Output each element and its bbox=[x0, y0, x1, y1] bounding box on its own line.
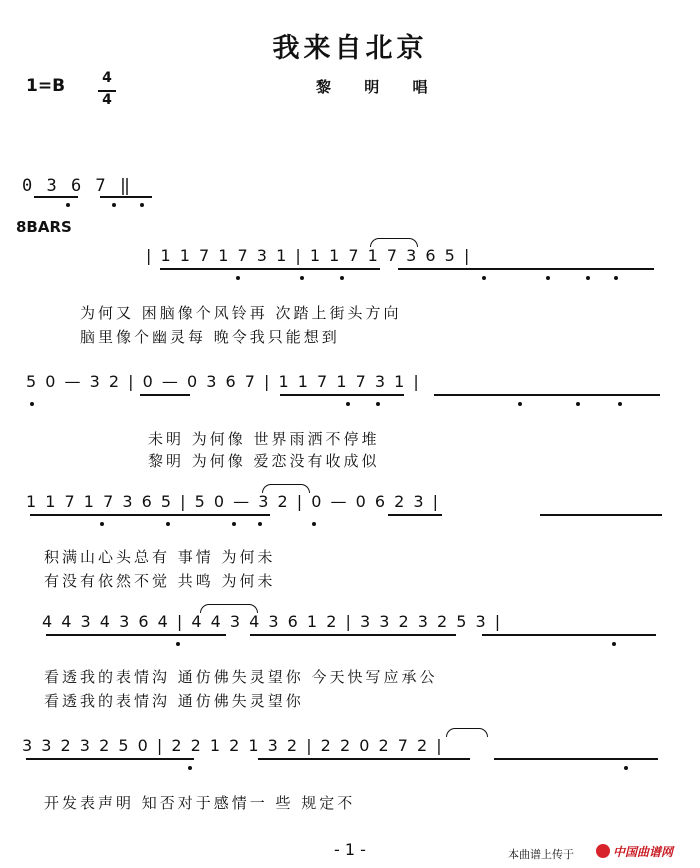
octave-dot bbox=[232, 522, 236, 526]
octave-dot bbox=[236, 276, 240, 280]
beam-line-1b bbox=[398, 268, 654, 270]
site-logo[interactable] bbox=[596, 842, 698, 860]
octave-dot bbox=[612, 642, 616, 646]
tie-arc bbox=[200, 604, 258, 613]
lyrics-line-2a: 未明 为何像 世界雨洒不停堆 bbox=[148, 430, 380, 448]
octave-dot bbox=[618, 402, 622, 406]
octave-dot bbox=[66, 203, 70, 207]
notation-line-3: 1 1 7 1 7 3 6 5 | 5 0 — 3 2 | 0 — 0 6 2 3 | bbox=[26, 492, 441, 511]
octave-dot bbox=[188, 766, 192, 770]
octave-dot bbox=[576, 402, 580, 406]
beam-line-2a bbox=[140, 394, 190, 396]
intro-notes: 0 3 6 7 ‖ bbox=[22, 176, 133, 196]
octave-dot bbox=[100, 522, 104, 526]
beam-line-3b bbox=[388, 514, 442, 516]
beam-line-3c bbox=[540, 514, 662, 516]
octave-dot bbox=[30, 402, 34, 406]
octave-dot bbox=[140, 203, 144, 207]
time-signature-top: 4 bbox=[102, 70, 112, 86]
time-signature-bottom: 4 bbox=[102, 92, 112, 108]
key-signature: 1=B bbox=[26, 76, 66, 96]
beam-line-1a bbox=[160, 268, 380, 270]
octave-dot bbox=[624, 766, 628, 770]
octave-dot bbox=[518, 402, 522, 406]
octave-dot bbox=[340, 276, 344, 280]
logo-icon bbox=[596, 844, 610, 858]
beam-line-5c bbox=[494, 758, 658, 760]
octave-dot bbox=[376, 402, 380, 406]
beam-line-4b bbox=[250, 634, 456, 636]
octave-dot bbox=[176, 642, 180, 646]
octave-dot bbox=[346, 402, 350, 406]
intro-underline-1 bbox=[34, 196, 78, 198]
lyrics-line-1a: 为何又 困脑像个风铃再 次踏上街头方向 bbox=[80, 304, 402, 322]
notation-line-4: 4 4 3 4 3 6 4 | 4 4 3 4 3 6 1 2 | 3 3 2 3 2 5 3 | bbox=[42, 612, 503, 631]
lyrics-line-3b: 有没有依然不觉 共鸣 为何未 bbox=[44, 572, 276, 590]
octave-dot bbox=[482, 276, 486, 280]
beam-line-2c bbox=[434, 394, 660, 396]
lyrics-line-2b: 黎明 为何像 爱恋没有收成似 bbox=[148, 452, 380, 470]
upload-credit: 本曲谱上传于 bbox=[508, 848, 574, 861]
octave-dot bbox=[112, 203, 116, 207]
logo-text: 中国曲谱网 bbox=[613, 844, 674, 859]
beam-line-5b bbox=[258, 758, 470, 760]
octave-dot bbox=[258, 522, 262, 526]
lyrics-line-4b: 看透我的表情沟 通仿佛失灵望你 bbox=[44, 692, 304, 710]
notation-line-5: 3 3 2 3 2 5 0 | 2 2 1 2 1 3 2 | 2 2 0 2 7 2 | bbox=[22, 736, 444, 755]
song-title: 我来自北京 bbox=[272, 33, 428, 64]
lyrics-line-5a: 开发表声明 知否对于感情一 些 规定不 bbox=[44, 794, 356, 812]
notation-line-1: | 1 1 7 1 7 3 1 | 1 1 7 1 7 3 6 5 | bbox=[146, 246, 472, 265]
tie-arc bbox=[262, 484, 310, 493]
beam-line-4c bbox=[482, 634, 656, 636]
bars-label: 8BARS bbox=[16, 218, 72, 236]
lyrics-line-1b: 脑里像个幽灵每 晚令我只能想到 bbox=[80, 328, 340, 346]
tie-arc bbox=[370, 238, 418, 247]
page-number: - 1 - bbox=[334, 840, 366, 859]
beam-line-4a bbox=[46, 634, 226, 636]
notation-line-2: 5 0 — 3 2 | 0 — 0 3 6 7 | 1 1 7 1 7 3 1 | bbox=[26, 372, 421, 391]
beam-line-5a bbox=[26, 758, 194, 760]
singer-credit: 黎 明 唱 bbox=[316, 78, 442, 96]
lyrics-line-4a: 看透我的表情沟 通仿佛失灵望你 今天快写应承公 bbox=[44, 668, 438, 686]
beam-line-3a bbox=[30, 514, 270, 516]
intro-underline-2 bbox=[100, 196, 152, 198]
lyrics-line-3a: 积满山心头总有 事情 为何未 bbox=[44, 548, 276, 566]
tie-arc bbox=[446, 728, 488, 737]
octave-dot bbox=[312, 522, 316, 526]
octave-dot bbox=[300, 276, 304, 280]
octave-dot bbox=[586, 276, 590, 280]
beam-line-2b bbox=[280, 394, 404, 396]
octave-dot bbox=[166, 522, 170, 526]
octave-dot bbox=[614, 276, 618, 280]
octave-dot bbox=[546, 276, 550, 280]
